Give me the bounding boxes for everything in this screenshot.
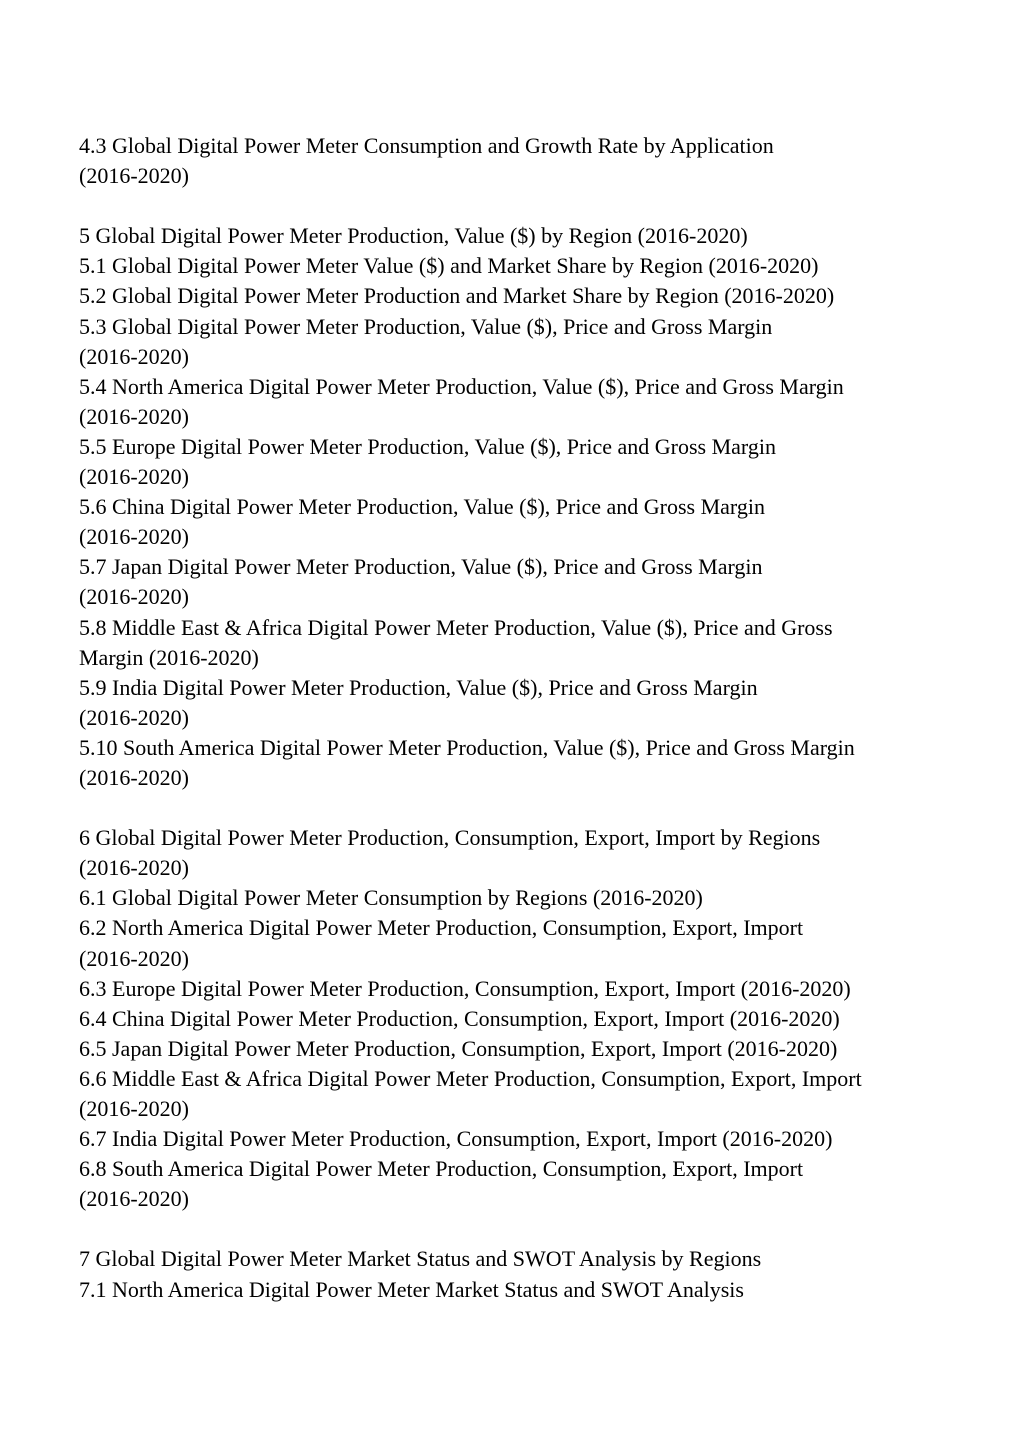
toc-line: 6.8 South America Digital Power Meter Production, Consumption, Export, Import xyxy=(79,1156,804,1182)
toc-line: 5.7 Japan Digital Power Meter Production, Value ($), Price and Gross Margin xyxy=(79,554,763,580)
toc-section xyxy=(79,1244,969,1304)
toc-line: (2016-2020) xyxy=(79,764,189,790)
toc-line: 6.3 Europe Digital Power Meter Production, Consumption, Export, Import (2016-2020) xyxy=(79,975,851,1001)
toc-section xyxy=(79,823,969,1214)
toc-line: (2016-2020) xyxy=(79,343,189,369)
toc-line: 5.8 Middle East & Africa Digital Power Meter Production, Value ($), Price and Gross xyxy=(79,614,833,640)
toc-line: (2016-2020) xyxy=(79,163,189,189)
toc-line: (2016-2020) xyxy=(79,524,189,550)
toc-line: 5.4 North America Digital Power Meter Production, Value ($), Price and Gross Margin xyxy=(79,373,844,399)
toc-line: 5.2 Global Digital Power Meter Production and Market Share by Region (2016-2020) xyxy=(79,283,835,309)
toc-line: 6.4 China Digital Power Meter Production, Consumption, Export, Import (2016-2020) xyxy=(79,1005,840,1031)
toc-line: 5.3 Global Digital Power Meter Production, Value ($), Price and Gross Margin xyxy=(79,313,773,339)
toc-section xyxy=(79,221,969,793)
toc-line: (2016-2020) xyxy=(79,1186,189,1212)
toc-line: 6.7 India Digital Power Meter Production, Consumption, Export, Import (2016-2020) xyxy=(79,1126,833,1152)
toc-line: 5.6 China Digital Power Meter Production, Value ($), Price and Gross Margin xyxy=(79,494,765,520)
toc-line: 5.1 Global Digital Power Meter Value ($) and Market Share by Region (2016-2020) xyxy=(79,253,819,279)
toc-line: 5 Global Digital Power Meter Production, Value ($) by Region (2016-2020) xyxy=(79,223,748,249)
toc-line: Margin (2016-2020) xyxy=(79,644,259,670)
toc-line: (2016-2020) xyxy=(79,464,189,490)
toc-section xyxy=(79,131,969,191)
toc-line: 6 Global Digital Power Meter Production, Consumption, Export, Import by Regions xyxy=(79,825,821,851)
toc-line: 7.1 North America Digital Power Meter Market Status and SWOT Analysis xyxy=(79,1276,744,1302)
toc-line: 6.6 Middle East & Africa Digital Power Meter Production, Consumption, Export, Import xyxy=(79,1065,862,1091)
toc-line: (2016-2020) xyxy=(79,1096,189,1121)
toc-line: (2016-2020) xyxy=(79,704,189,730)
toc-line: 7 Global Digital Power Meter Market Status and SWOT Analysis by Regions xyxy=(79,1246,762,1272)
toc-line: (2016-2020) xyxy=(79,584,189,610)
toc-line: 6.5 Japan Digital Power Meter Production, Consumption, Export, Import (2016-2020) xyxy=(79,1035,838,1061)
document-page xyxy=(79,131,969,1335)
toc-line: (2016-2020) xyxy=(79,403,189,429)
toc-line: (2016-2020) xyxy=(79,855,189,881)
toc-line: (2016-2020) xyxy=(79,945,189,971)
toc-line: 5.5 Europe Digital Power Meter Production, Value ($), Price and Gross Margin xyxy=(79,433,776,459)
toc-line: 5.9 India Digital Power Meter Production, Value ($), Price and Gross Margin xyxy=(79,674,758,700)
toc-line: 5.10 South America Digital Power Meter Production, Value ($), Price and Gross Margin xyxy=(79,734,855,760)
toc-line: 6.1 Global Digital Power Meter Consumption by Regions (2016-2020) xyxy=(79,885,703,911)
toc-line: 4.3 Global Digital Power Meter Consumption and Growth Rate by Application xyxy=(79,133,774,158)
toc-line: 6.2 North America Digital Power Meter Production, Consumption, Export, Import xyxy=(79,915,804,941)
